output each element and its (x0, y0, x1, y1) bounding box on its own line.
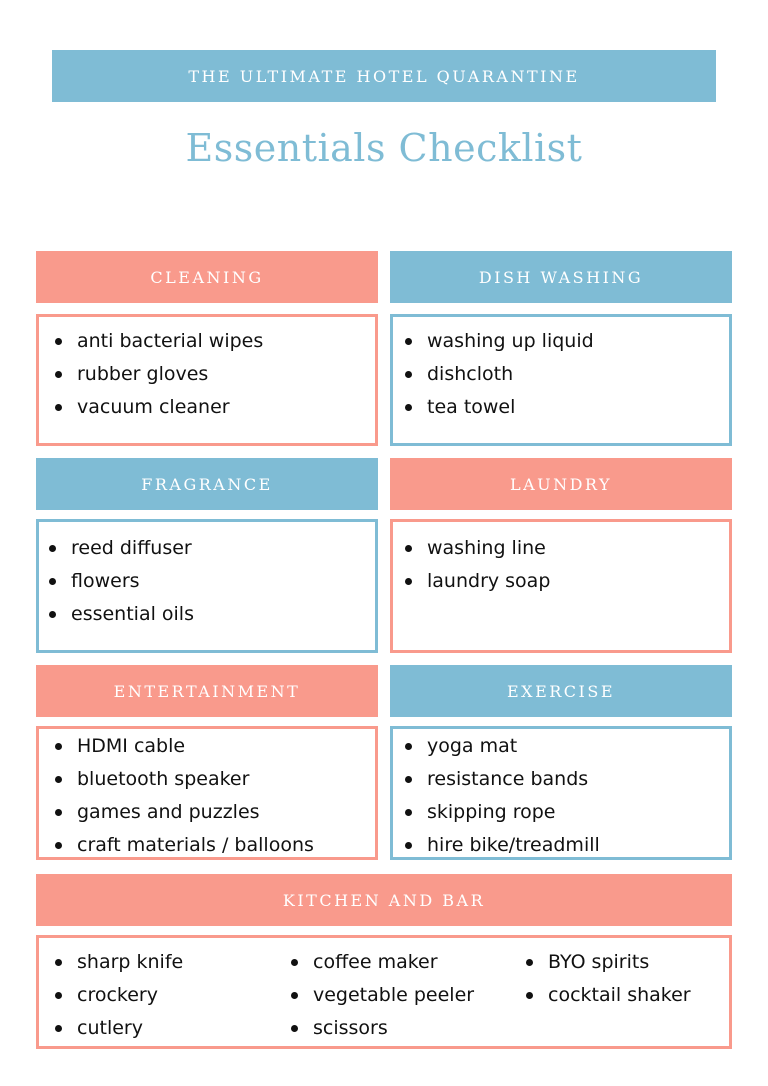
list-item: sharp knife (49, 946, 183, 979)
bullet-dot (526, 992, 533, 999)
bullet-dot (49, 578, 56, 585)
top-banner (52, 50, 716, 102)
list-item: bluetooth speaker (49, 763, 314, 796)
list-item: laundry soap (399, 565, 550, 598)
bullet-dot (55, 842, 62, 849)
checklist-dish-washing (399, 325, 594, 424)
bullet-dot (55, 776, 62, 783)
section-title-laundry: LAUNDRY (509, 474, 613, 494)
list-item: washing up liquid (399, 325, 594, 358)
list-item: rubber gloves (49, 358, 263, 391)
bullet-dot (405, 743, 412, 750)
section-box-kitchen-and-bar (36, 935, 732, 1049)
list-item: craft materials / balloons (49, 829, 314, 862)
bullet-dot (405, 404, 412, 411)
list-item: dishcloth (399, 358, 594, 391)
bullet-dot (55, 371, 62, 378)
bullet-dot (291, 1025, 298, 1032)
checklist-kitchen-col-1 (49, 946, 183, 1045)
list-item: vacuum cleaner (49, 391, 263, 424)
section-header-entertainment (36, 665, 378, 717)
bullet-dot (405, 776, 412, 783)
section-box-exercise (390, 726, 732, 860)
bullet-dot (405, 338, 412, 345)
bullet-dot (55, 404, 62, 411)
checklist-entertainment (49, 730, 314, 862)
section-title-exercise: EXERCISE (507, 681, 615, 701)
section-title-entertainment: ENTERTAINMENT (113, 681, 301, 701)
list-item: vegetable peeler (285, 979, 474, 1012)
section-box-laundry (390, 519, 732, 653)
bullet-dot (55, 338, 62, 345)
bullet-dot (526, 959, 533, 966)
list-item: washing line (399, 532, 550, 565)
list-item: HDMI cable (49, 730, 314, 763)
section-header-kitchen-and-bar (36, 874, 732, 926)
section-title-kitchen-and-bar: KITCHEN AND BAR (282, 890, 486, 910)
list-item: flowers (43, 565, 194, 598)
bullet-dot (55, 743, 62, 750)
checklist-laundry (399, 532, 550, 598)
bullet-dot (49, 611, 56, 618)
checklist-cleaning (49, 325, 263, 424)
list-item: anti bacterial wipes (49, 325, 263, 358)
list-item: coffee maker (285, 946, 474, 979)
list-item: resistance bands (399, 763, 600, 796)
list-item: essential oils (43, 598, 194, 631)
section-box-cleaning (36, 314, 378, 446)
section-header-exercise (390, 665, 732, 717)
banner-subtitle: THE ULTIMATE HOTEL QUARANTINE (188, 66, 580, 86)
bullet-dot (55, 1025, 62, 1032)
section-header-laundry (390, 458, 732, 510)
list-item: skipping rope (399, 796, 600, 829)
checklist-fragrance (43, 532, 194, 631)
bullet-dot (405, 545, 412, 552)
section-box-entertainment (36, 726, 378, 860)
checklist-kitchen-col-3 (520, 946, 691, 1012)
bullet-dot (49, 545, 56, 552)
list-item: cutlery (49, 1012, 183, 1045)
section-title-cleaning: CLEANING (150, 267, 264, 287)
list-item: scissors (285, 1012, 474, 1045)
list-item: games and puzzles (49, 796, 314, 829)
bullet-dot (55, 959, 62, 966)
bullet-dot (55, 809, 62, 816)
list-item: cocktail shaker (520, 979, 691, 1012)
bullet-dot (405, 809, 412, 816)
list-item: hire bike/treadmill (399, 829, 600, 862)
bullet-dot (291, 992, 298, 999)
checklist-kitchen-col-2 (285, 946, 474, 1045)
bullet-dot (405, 371, 412, 378)
list-item: BYO spirits (520, 946, 691, 979)
checklist-exercise (399, 730, 600, 862)
bullet-dot (405, 578, 412, 585)
section-header-cleaning (36, 251, 378, 303)
list-item: yoga mat (399, 730, 600, 763)
bullet-dot (405, 842, 412, 849)
list-item: reed diffuser (43, 532, 194, 565)
bullet-dot (55, 992, 62, 999)
section-header-fragrance (36, 458, 378, 510)
list-item: crockery (49, 979, 183, 1012)
section-title-dish-washing: DISH WASHING (478, 267, 644, 287)
list-item: tea towel (399, 391, 594, 424)
bullet-dot (291, 959, 298, 966)
section-box-dish-washing (390, 314, 732, 446)
section-box-fragrance (36, 519, 378, 653)
page-title: Essentials Checklist (185, 126, 583, 170)
section-title-fragrance: FRAGRANCE (141, 474, 273, 494)
section-header-dish-washing (390, 251, 732, 303)
